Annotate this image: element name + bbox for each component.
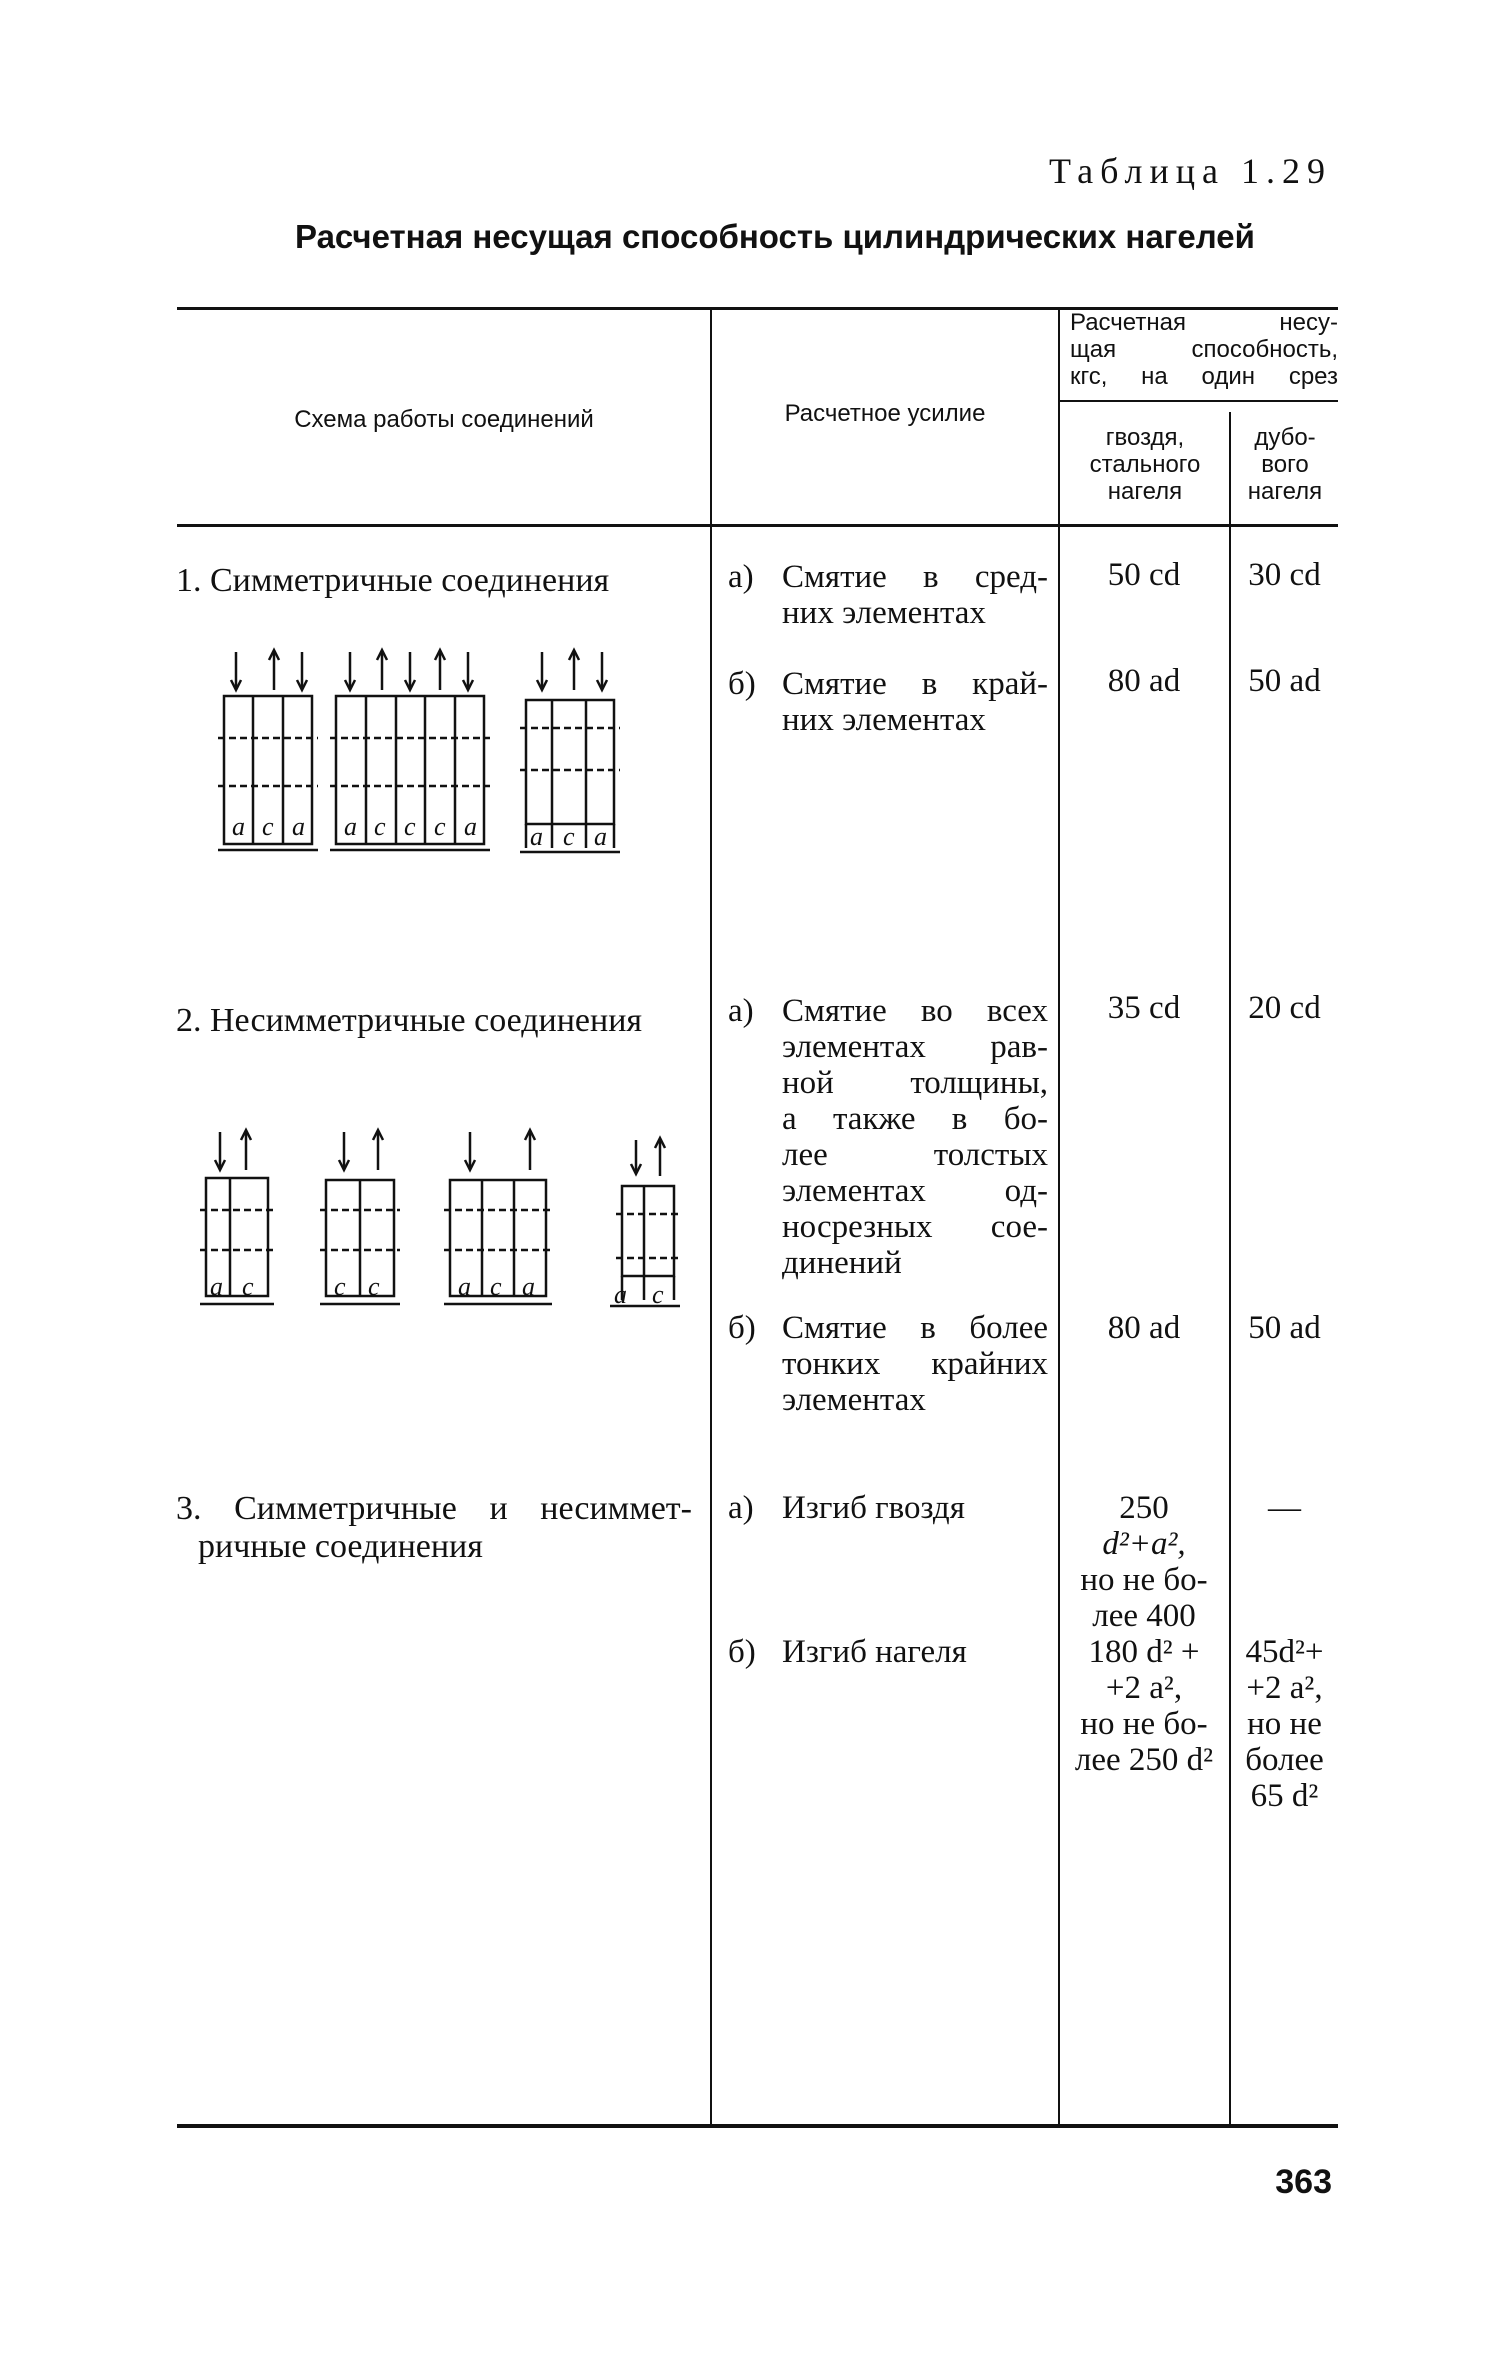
row-3-b-nail-value <box>1060 1634 1228 1778</box>
header-capacity-line: щая способность, <box>1070 336 1338 363</box>
table-bottom-rule <box>177 2124 1338 2128</box>
item-marker: б) <box>728 1634 756 1670</box>
item-line: элементах од- <box>782 1173 1048 1209</box>
header-nail-line: стального <box>1089 451 1201 478</box>
value-line: но не <box>1247 1706 1322 1742</box>
item-line: элементах <box>782 1382 926 1418</box>
item-marker: а) <box>728 1490 754 1526</box>
item-line: них элементах <box>782 702 986 738</box>
value-line: +2 a², <box>1246 1670 1323 1706</box>
page-number: 363 <box>1275 2163 1332 2201</box>
table-number: Таблица 1.29 <box>1049 151 1332 191</box>
column-divider-1 <box>710 307 712 2125</box>
row-2-diagrams <box>0 0 1 1</box>
header-force: Расчетное усилие <box>784 400 986 427</box>
dimension-label: c <box>404 812 416 841</box>
dimension-label: a <box>232 812 245 841</box>
item-marker: а) <box>728 559 754 595</box>
value-line: d²+a², <box>1102 1526 1186 1562</box>
row-1-b-oak-value: 50 ad <box>1248 663 1321 699</box>
dimension-label: a <box>210 1272 223 1301</box>
header-nail-line: гвоздя, <box>1105 424 1185 451</box>
item-line: ной толщины, <box>782 1065 1048 1101</box>
item-line: элементах рав- <box>782 1029 1048 1065</box>
item-line: Изгиб нагеля <box>782 1634 967 1670</box>
dimension-label: c <box>262 812 274 841</box>
value-line: 65 d² <box>1250 1778 1319 1814</box>
asymmetric-diagram-2 <box>320 1130 400 1304</box>
dimension-label: c <box>334 1272 346 1301</box>
value-line: лее 250 d² <box>1074 1742 1214 1778</box>
row-2-b-oak-value: 50 ad <box>1248 1310 1321 1346</box>
header-oak <box>1232 424 1338 505</box>
header-capacity-line: кгс, на один срез <box>1070 363 1338 390</box>
value-line: лее 400 <box>1092 1598 1196 1634</box>
value-line: но не бо- <box>1080 1706 1208 1742</box>
dimension-label: c <box>242 1272 254 1301</box>
row-3-b-oak-value <box>1231 1634 1338 1814</box>
item-line: Смятие в более <box>782 1310 1048 1346</box>
dimension-label: a <box>614 1280 627 1309</box>
header-nail-line: нагеля <box>1107 478 1183 505</box>
row-3-a-nail-value <box>1060 1490 1228 1634</box>
row-1-b-nail-value: 80 ad <box>1107 663 1181 699</box>
value-line: 180 d² + <box>1088 1634 1200 1670</box>
item-line: Смятие в край- <box>782 666 1048 702</box>
dimension-label: a <box>530 822 543 851</box>
row-1-title: 1. Симметричные соединения <box>176 562 610 599</box>
dimension-label: a <box>464 812 477 841</box>
header-bottom-rule <box>177 524 1338 527</box>
item-marker: б) <box>728 1310 756 1346</box>
row-3-title-line: 3. Симметричные и несиммет- <box>176 1490 692 1527</box>
item-line: Смятие во всех <box>782 993 1048 1029</box>
value-line: +2 a², <box>1105 1670 1183 1706</box>
header-capacity-line: Расчетная несу- <box>1070 309 1338 336</box>
dimension-label: a <box>594 822 607 851</box>
dimension-label: a <box>458 1272 471 1301</box>
header-oak-line: вого <box>1261 451 1309 478</box>
row-3-title-line: ричные соединения <box>198 1528 483 1565</box>
header-capacity <box>1070 309 1338 390</box>
dimension-label: a <box>522 1272 535 1301</box>
item-marker: б) <box>728 666 756 702</box>
row-2-a-oak-value: 20 cd <box>1248 990 1321 1026</box>
row-2-title: 2. Несимметричные соединения <box>176 1002 643 1039</box>
dimension-label: c <box>434 812 446 841</box>
dimension-label: c <box>563 822 575 851</box>
dimension-label: c <box>368 1272 380 1301</box>
row-1-a-oak-value: 30 cd <box>1248 557 1321 593</box>
item-line: а также в бо- <box>782 1101 1048 1137</box>
item-line: них элементах <box>782 595 986 631</box>
header-oak-line: нагеля <box>1247 478 1323 505</box>
item-line: динений <box>782 1245 902 1281</box>
header-oak-line: дубо- <box>1254 424 1316 451</box>
table-caption: Расчетная несущая способность цилиндрических нагелей <box>295 218 1255 255</box>
row-2-a-nail-value: 35 cd <box>1107 990 1181 1026</box>
dimension-label: a <box>344 812 357 841</box>
row-3-title <box>176 1490 692 1566</box>
capacity-subheader-rule <box>1059 400 1338 402</box>
row-3-a-oak-value: — <box>1268 1490 1301 1526</box>
row-1-a-nail-value: 50 cd <box>1107 557 1181 593</box>
dimension-label: a <box>292 812 305 841</box>
item-line: Смятие в сред- <box>782 559 1048 595</box>
header-scheme: Схема работы соединений <box>294 406 594 433</box>
dimension-label: c <box>374 812 386 841</box>
item-line: лее толстых <box>782 1137 1048 1173</box>
value-line: 250 <box>1119 1490 1169 1526</box>
value-line: но не бо- <box>1080 1562 1208 1598</box>
item-line: Изгиб гвоздя <box>782 1490 965 1526</box>
dimension-label: c <box>490 1272 502 1301</box>
header-nail <box>1062 424 1228 505</box>
item-line: носрезных сое- <box>782 1209 1048 1245</box>
item-line: тонких крайних <box>782 1346 1048 1382</box>
value-line: более <box>1245 1742 1324 1778</box>
dimension-label: c <box>652 1280 664 1309</box>
item-marker: а) <box>728 993 754 1029</box>
value-line: 45d²+ <box>1245 1634 1324 1670</box>
row-2-b-nail-value: 80 ad <box>1107 1310 1181 1346</box>
